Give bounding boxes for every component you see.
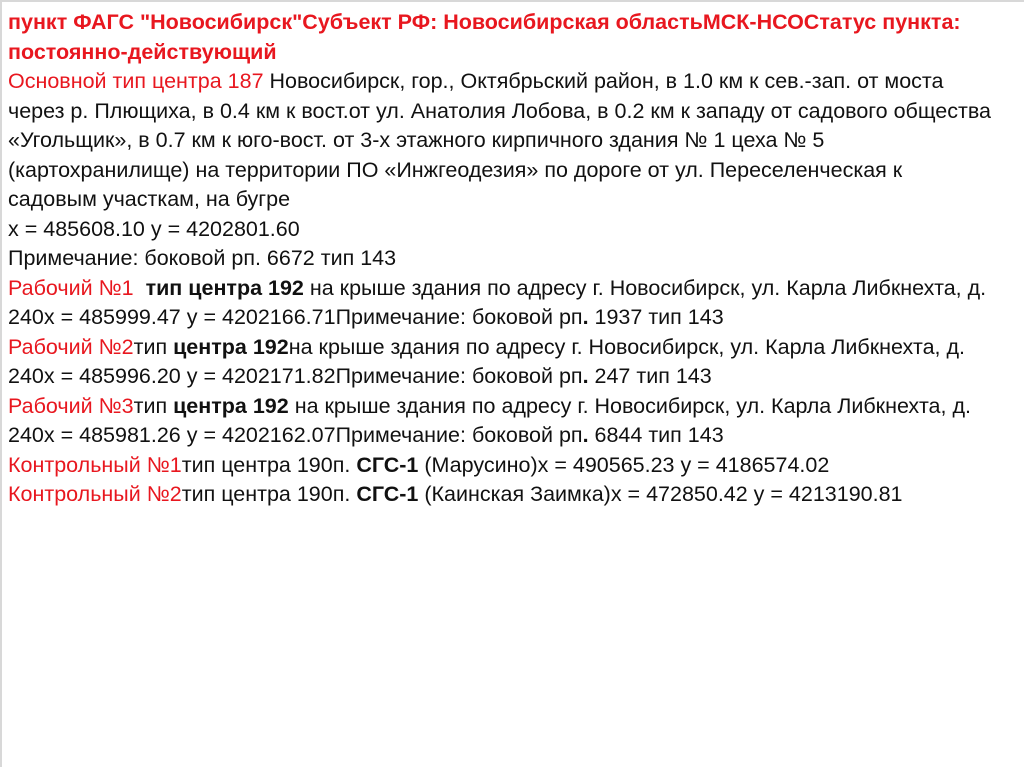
main-center-coordinates: x = 485608.10 y = 4202801.60 — [8, 216, 300, 241]
working-point-3-note-end: 6844 тип 143 — [588, 423, 724, 447]
working-point-1-description: на крыше здания по адресу г. Новосибирск, ул. Карла Либкнехта, д. 240x = 485999.47 y = 4202166.71Примечание: боковой рп — [8, 275, 987, 329]
working-point-2-center-type: центра 192 — [173, 334, 289, 359]
working-point-1-dot: . — [582, 305, 589, 329]
working-point-1-label: Рабочий №1 — [8, 275, 134, 300]
slide-text-body — [8, 8, 993, 510]
control-point-1-type: тип центра 190п. — [181, 452, 357, 477]
main-center-description: Новосибирск, гор., Октябрьский район, в 1.0 км к сев.-зап. от моста через р. Плющиха, в 0.4 км к вост.от ул. Анатолия Лобова, в 0.2 км к западу от садового общества «Угольщик», в 0.7 км к юго-вост. от 3-х этажного кирпичного здания № 1 цеха № 5 (картохранилище) на территории ПО «Инжгеодезия» по дороге от ул. Переселенческая к садовым участкам, на бугре — [8, 69, 991, 211]
working-point-1-separator — [134, 276, 146, 300]
working-point-3-dot: . — [582, 423, 589, 447]
control-point-2-network-code: СГС-1 — [356, 482, 419, 506]
working-point-2-note-end: 247 тип 143 — [588, 364, 712, 388]
working-point-3-description: на крыше здания по адресу г. Новосибирск, ул. Карла Либкнехта, д. 240x = 485981.26 y = 4202162.07Примечание: боковой рп — [8, 393, 971, 447]
main-center-note: Примечание: боковой рп. 6672 тип 143 — [8, 246, 397, 270]
main-center-paragraph — [8, 67, 993, 215]
station-heading: пункт ФАГС "Новосибирск"Субъект РФ: Новосибирская областьМСК-НСОСтатус пункта: постоянно-действующий — [8, 10, 961, 64]
working-point-3-label: Рабочий №3 — [8, 393, 134, 418]
slide-left-border — [0, 0, 2, 767]
control-point-2-type: тип центра 190п. — [181, 482, 357, 506]
control-point-2-location-coords: (Каинская Заимка)x = 472850.42 y = 4213190.81 — [418, 482, 903, 506]
working-point-2 — [8, 333, 993, 392]
control-point-2-label: Контрольный №2 — [8, 482, 182, 506]
working-point-2-dot: . — [582, 364, 589, 388]
control-point-1-label: Контрольный №1 — [8, 452, 182, 477]
control-point-1-network-code: СГС-1 — [356, 452, 419, 477]
control-point-1-location-coords: (Марусино)x = 490565.23 y = 4186574.02 — [418, 452, 830, 477]
working-point-1-center-type: тип центра 192 — [145, 275, 304, 300]
working-point-1-note-end: 1937 тип 143 — [588, 305, 724, 329]
control-point-1 — [8, 451, 993, 481]
working-point-2-description: на крыше здания по адресу г. Новосибирск, ул. Карла Либкнехта, д. 240x = 485996.20 y = 4202171.82Примечание: боковой рп — [8, 334, 965, 388]
working-point-3-type-prefix: тип — [133, 393, 174, 418]
main-center-label: Основной тип центра 187 — [8, 69, 264, 93]
working-point-3-center-type: центра 192 — [173, 393, 289, 418]
working-point-1 — [8, 274, 993, 333]
working-point-2-label: Рабочий №2 — [8, 334, 134, 359]
working-point-2-type-prefix: тип — [133, 334, 174, 359]
working-point-3 — [8, 392, 993, 451]
slide-top-border — [0, 0, 1024, 2]
control-point-2 — [8, 480, 993, 510]
